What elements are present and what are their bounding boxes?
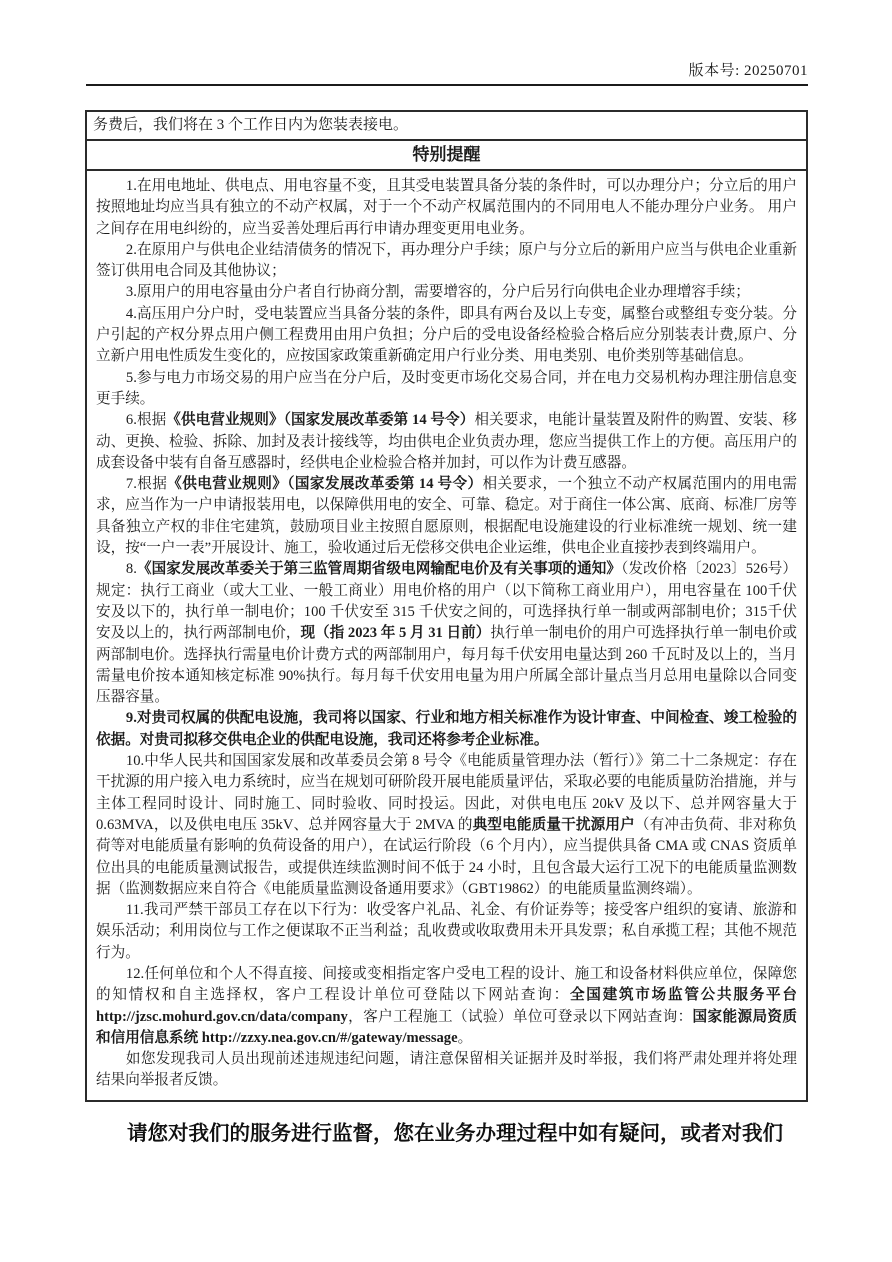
special-reminder-table bbox=[85, 110, 808, 1102]
notice-item: 如您发现我司人员出现前述违规违纪问题，请注意保留相关证据并及时举报，我们将严肃处理并将处理结果向举报者反馈。 bbox=[96, 1051, 797, 1089]
header-rule bbox=[86, 84, 808, 86]
footer-supervision-line: 请您对我们的服务进行监督，您在业务办理过程中如有疑问，或者对我们 bbox=[127, 1122, 783, 1145]
notice-item: 4.高压用户分户时，受电装置应当具备分装的条件，即具有两台及以上专变，属整台或整组专变分装。分户引起的产权分界点用户侧工程费用由用户负担；分户后的受电设备经检验合格后应分别装表计费,原户、分立新户用电性质发生变化的，应按国家政策重新确定用户行业分类、用电类别、电价类别等基础信息。 bbox=[96, 305, 797, 365]
notice-item: 12.任何单位和个人不得直接、间接或变相指定客户受电工程的设计、施工和设备材料供应单位，保障您的知情权和自主选择权，客户工程设计单位可登陆以下网站查询：全国建筑市场监管公共服务平台 http://jzsc.mohurd.gov.cn/data/company，客户工程施工（试验）单位可登录以下网站查询：国家能源局资质和信用信息系统 http://zzxy.nea.gov.cn/#/gateway/message。 bbox=[96, 965, 797, 1046]
notice-body bbox=[87, 171, 806, 1100]
version-label: 版本号: 20250701 bbox=[688, 63, 808, 79]
notice-item: 8.《国家发展改革委关于第三监管周期省级电网输配电价及有关事项的通知》（发改价格〔2023〕526号）规定：执行工商业（或大工业、一般工商业）用电价格的用户（以下简称工商业用户），用电容量在 100千伏安及以下的，执行单一制电价；100 千伏安至 315 千伏安之间的，可选择执行单一制或两部制电价；315千伏安及以上的，执行两部制电价，现（指 2023 年 5 月 31 日前）执行单一制电价的用户可选择执行单一制电价或两部制电价。选择执行需量电价计费方式的两部制用户，每月每千伏安用电量达到 260 千瓦时及以上的，当月需量电价按本通知核定标准 90%执行。每月每千伏安用电量为用户所属全部计量点当月总用电量除以合同变压器容量。 bbox=[96, 561, 797, 706]
special-reminder-title: 特别提醒 bbox=[87, 141, 806, 171]
notice-item: 1.在用电地址、供电点、用电容量不变，且其受电装置具备分装的条件时，可以办理分户；分立后的用户按照地址均应当具有独立的不动产权属，对于一个不动产权属范围内的不同用电人不能办理分户业务。 用户之间存在用电纠纷的，应当妥善处理后再行申请办理变更用电业务。 bbox=[96, 178, 797, 237]
notice-item: 11.我司严禁干部员工存在以下行为：收受客户礼品、礼金、有价证券等；接受客户组织的宴请、旅游和娱乐活动；利用岗位与工作之便谋取不正当利益；乱收费或收取费用未开具发票；私自承揽工程；其他不规范行为。 bbox=[96, 902, 797, 961]
notice-item: 7.根据《供电营业规则》（国家发展改革委第 14 号令）相关要求，一个独立不动产权属范围内的用电需求，应当作为一户申请报装用电，以保障供用电的安全、可靠、稳定。对于商住一体公寓、底商、标准厂房等具备独立产权的非住宅建筑，鼓励项目业主按照自愿原则，根据配电设施建设的行业标准统一规划、统一建设，按“一户一表”开展设计、施工，验收通过后无偿移交供电企业运维，供电企业直接抄表到终端用户。 bbox=[96, 476, 797, 557]
notice-item: 9.对贵司权属的供配电设施，我司将以国家、行业和地方相关标准作为设计审查、中间检查、竣工检验的依据。对贵司拟移交供电企业的供配电设施，我司还将参考企业标准。 bbox=[96, 710, 797, 748]
notice-item: 5.参与电力市场交易的用户应当在分户后，及时变更市场化交易合同，并在电力交易机构办理注册信息变更手续。 bbox=[96, 369, 797, 407]
intro-row: 务费后，我们将在 3 个工作日内为您装表接电。 bbox=[87, 112, 806, 141]
notice-item: 2.在原用户与供电企业结清债务的情况下，再办理分户手续；原户与分立后的新用户应当与供电企业重新签订供用电合同及其他协议； bbox=[96, 241, 797, 280]
notice-item: 10.中华人民共和国国家发展和改革委员会第 8 号令《电能质量管理办法（暂行）》第二十二条规定：存在干扰源的用户接入电力系统时，应当在规划可研阶段开展电能质量评估，采取必要的电能质量防治措施，并与主体工程同时设计、同时施工、同时验收、同时投运。因此，对供电电压 20kV 及以下、总并网容量大于 0.63MVA，以及供电电压 35kV、总并网容量大于 2MVA 的典型电能质量干扰源用户（有冲击负荷、非对称负荷等对电能质量有影响的负荷设备的用户），在试运行阶段（6 个月内），应当提供具备 CMA 或 CNAS 资质单位出具的电能质量测试报告，或提供连续监测时间不低于 24 小时，且包含最大运行工况下的电能质量监测数据（监测数据应来自符合《电能质量监测设备通用要求》（GBT19862）的电能质量监测终端）。 bbox=[96, 753, 797, 897]
notice-item: 3.原用户的用电容量由分户者自行协商分割，需要增容的，分户后另行向供电企业办理增容手续； bbox=[125, 284, 750, 301]
notice-item: 6.根据《供电营业规则》（国家发展改革委第 14 号令）相关要求，电能计量装置及附件的购置、安装、移动、更换、检验、拆除、加封及表计接线等，均由供电企业负责办理，您应当提供工作上的方便。高压用户的成套设备中装有自备互感器时，经供电企业检验合格并加封，可以作为计费互感器。 bbox=[96, 412, 797, 471]
